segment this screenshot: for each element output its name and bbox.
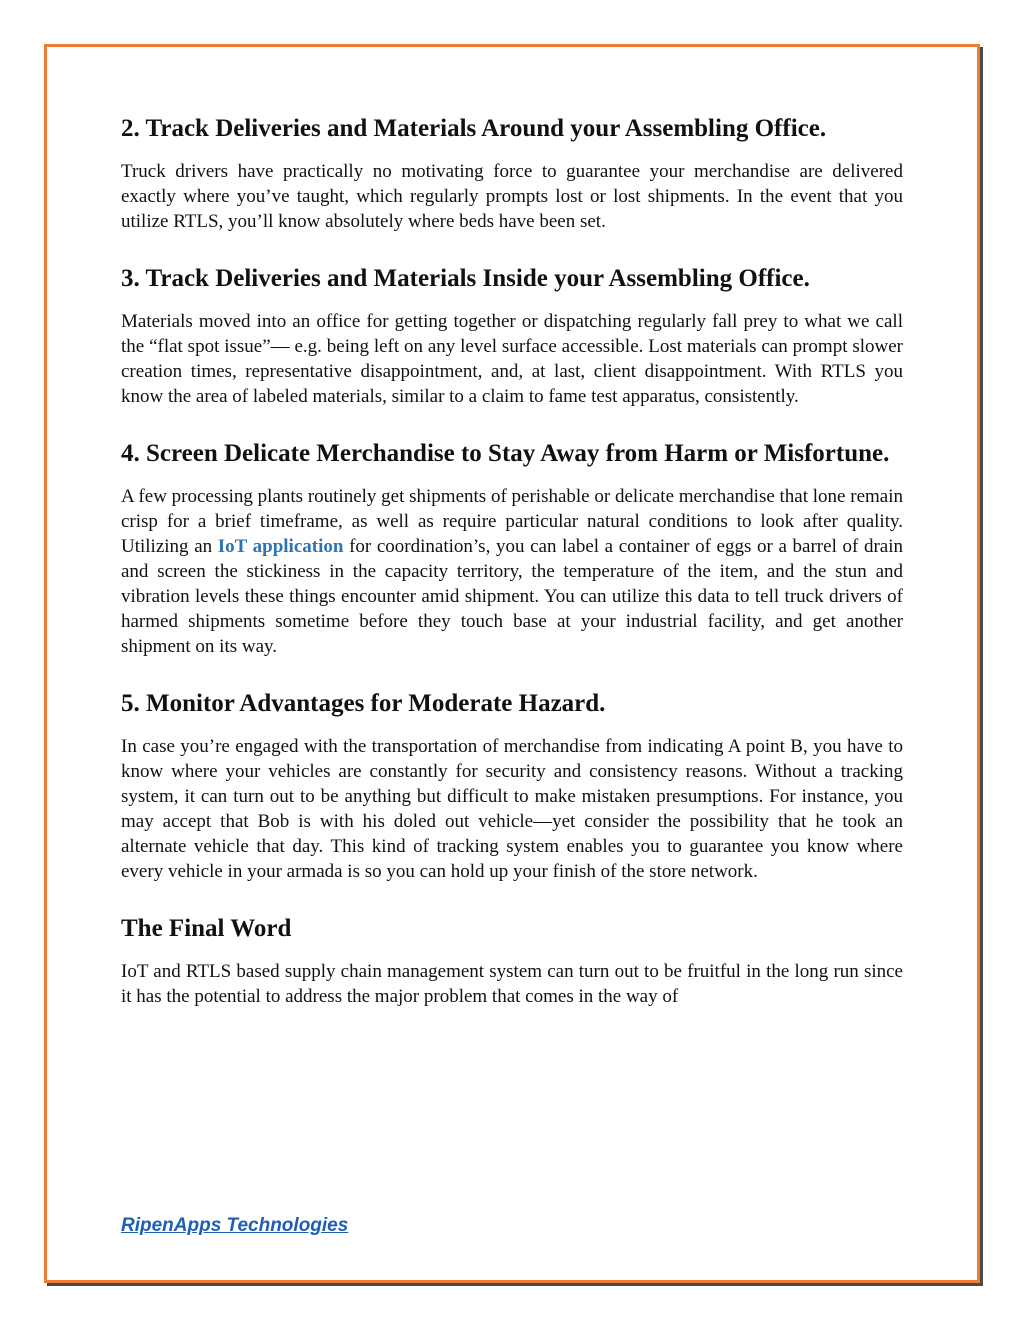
- section-paragraph: A few processing plants routinely get shipments of perishable or delicate merchandise that lone remain crisp for a brief timeframe, as well as require particular natural conditions to look after quality.: [121, 486, 903, 532]
- document-body: [121, 112, 903, 1037]
- section-heading: 3. Track Deliveries and Materials Inside your Assembling Office.: [121, 265, 810, 292]
- section-monitor-advantages: [121, 687, 903, 884]
- iot-application-link[interactable]: IoT application: [217, 536, 344, 557]
- section-paragraph-continued: [121, 534, 903, 659]
- section-heading: 5. Monitor Advantages for Moderate Hazard.: [121, 690, 606, 717]
- footer-company-name: RipenApps Technologies: [121, 1215, 349, 1236]
- section-heading: 2. Track Deliveries and Materials Around your Assembling Office.: [121, 115, 827, 142]
- section-heading: The Final Word: [121, 915, 292, 942]
- section-final-word: [121, 912, 903, 1009]
- section-track-inside: [121, 262, 903, 409]
- section-heading: 4. Screen Delicate Merchandise to Stay Away from Harm or Misfortune.: [121, 440, 890, 467]
- section-paragraph: In case you’re engaged with the transportation of merchandise from indicating A point B, you have to know where your vehicles are constantly for security and consistency reasons. Without a tracking system, it can turn out to be anything but difficult to make mistaken presumptions. For instance, you may accept that Bob is with his doled out vehicle—yet consider the possibility that he took an alternate vehicle that day. This kind of tracking system enables you to guarantee you know where every vehicle in your armada is so you can hold up your finish of the store network.: [121, 736, 903, 882]
- paragraph-text: Utilizing an: [121, 536, 213, 557]
- section-paragraph: IoT and RTLS based supply chain management system can turn out to be fruitful in the long run since it has the potential to address the major problem that comes in the way of: [121, 961, 903, 1007]
- section-screen-delicate: [121, 437, 903, 659]
- section-track-around: [121, 112, 903, 234]
- paragraph-text: for coordination’s, you can label a container of eggs or a barrel of drain and screen the stickiness in the capacity territory, the temperature of the item, and the stun and vibration levels these things encounter amid shipment. You can utilize this data to tell truck drivers of harmed shipments sometime before they touch base at your industrial facility, and get another shipment on its way.: [121, 536, 903, 657]
- section-paragraph: Truck drivers have practically no motivating force to guarantee your merchandise are delivered exactly where you’ve taught, which regularly prompts lost or lost shipments. In the event that you utilize RTLS, you’ll know absolutely where beds have been set.: [121, 161, 903, 232]
- section-paragraph: Materials moved into an office for getting together or dispatching regularly fall prey to what we call the “flat spot issue”— e.g. being left on any level surface accessible. Lost materials can prompt slower creation times, representative disappointment, and, at last, client disappointment. With RTLS you know the area of labeled materials, similar to a claim to fame test apparatus, consistently.: [121, 311, 903, 407]
